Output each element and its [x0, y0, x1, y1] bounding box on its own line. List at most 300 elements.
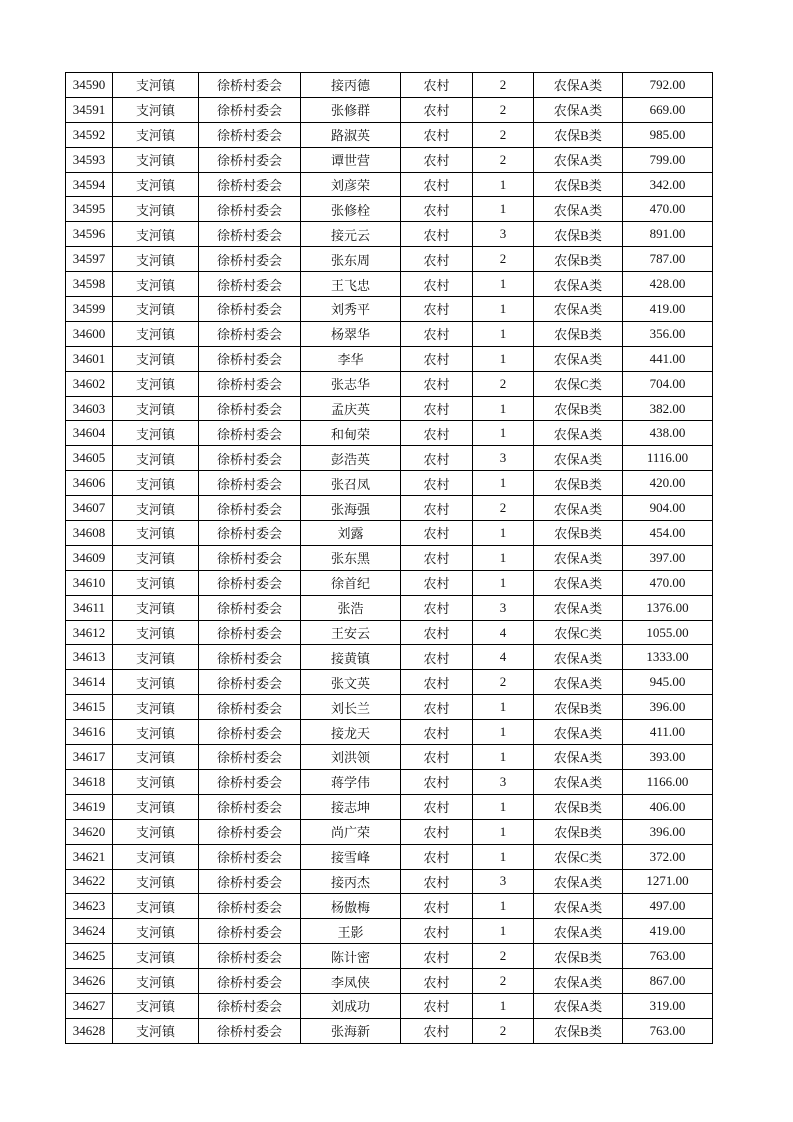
cell-category: 农保B类	[534, 944, 623, 969]
cell-village: 徐桥村委会	[199, 521, 301, 546]
cell-name: 刘秀平	[301, 297, 401, 322]
cell-village: 徐桥村委会	[199, 272, 301, 297]
cell-id: 34617	[66, 745, 113, 770]
cell-residence: 农村	[401, 869, 473, 894]
cell-amount: 419.00	[623, 919, 713, 944]
cell-amount: 428.00	[623, 272, 713, 297]
cell-category: 农保A类	[534, 894, 623, 919]
cell-id: 34598	[66, 272, 113, 297]
cell-town: 支河镇	[113, 670, 199, 695]
table-row	[66, 247, 713, 272]
cell-village: 徐桥村委会	[199, 346, 301, 371]
cell-village: 徐桥村委会	[199, 919, 301, 944]
cell-amount: 497.00	[623, 894, 713, 919]
cell-residence: 农村	[401, 720, 473, 745]
cell-amount: 397.00	[623, 545, 713, 570]
cell-residence: 农村	[401, 496, 473, 521]
cell-category: 农保A类	[534, 421, 623, 446]
cell-village: 徐桥村委会	[199, 620, 301, 645]
cell-amount: 945.00	[623, 670, 713, 695]
cell-name: 接志坤	[301, 794, 401, 819]
table-row	[66, 545, 713, 570]
cell-category: 农保A类	[534, 720, 623, 745]
cell-village: 徐桥村委会	[199, 421, 301, 446]
cell-category: 农保A类	[534, 993, 623, 1018]
cell-amount: 420.00	[623, 471, 713, 496]
cell-town: 支河镇	[113, 147, 199, 172]
cell-residence: 农村	[401, 446, 473, 471]
cell-name: 徐首纪	[301, 570, 401, 595]
cell-residence: 农村	[401, 172, 473, 197]
cell-amount: 1376.00	[623, 595, 713, 620]
cell-town: 支河镇	[113, 894, 199, 919]
table-row	[66, 570, 713, 595]
cell-amount: 1055.00	[623, 620, 713, 645]
cell-count: 1	[473, 844, 534, 869]
cell-name: 刘露	[301, 521, 401, 546]
cell-name: 刘彦荣	[301, 172, 401, 197]
cell-village: 徐桥村委会	[199, 570, 301, 595]
cell-residence: 农村	[401, 545, 473, 570]
cell-amount: 411.00	[623, 720, 713, 745]
cell-category: 农保A类	[534, 346, 623, 371]
cell-count: 1	[473, 919, 534, 944]
cell-name: 刘成功	[301, 993, 401, 1018]
cell-category: 农保A类	[534, 919, 623, 944]
cell-amount: 867.00	[623, 969, 713, 994]
cell-name: 王安云	[301, 620, 401, 645]
cell-amount: 393.00	[623, 745, 713, 770]
table-row	[66, 421, 713, 446]
cell-category: 农保A类	[534, 670, 623, 695]
table-row	[66, 521, 713, 546]
cell-residence: 农村	[401, 595, 473, 620]
cell-id: 34606	[66, 471, 113, 496]
cell-amount: 799.00	[623, 147, 713, 172]
cell-residence: 农村	[401, 371, 473, 396]
cell-id: 34609	[66, 545, 113, 570]
cell-village: 徐桥村委会	[199, 97, 301, 122]
cell-town: 支河镇	[113, 346, 199, 371]
cell-amount: 763.00	[623, 1018, 713, 1043]
cell-village: 徐桥村委会	[199, 894, 301, 919]
table-row	[66, 769, 713, 794]
cell-village: 徐桥村委会	[199, 197, 301, 222]
cell-amount: 470.00	[623, 570, 713, 595]
cell-name: 李凤侠	[301, 969, 401, 994]
cell-town: 支河镇	[113, 421, 199, 446]
cell-residence: 农村	[401, 247, 473, 272]
cell-count: 1	[473, 321, 534, 346]
cell-village: 徐桥村委会	[199, 969, 301, 994]
record-table	[65, 72, 713, 1044]
table-row	[66, 844, 713, 869]
cell-amount: 342.00	[623, 172, 713, 197]
cell-amount: 763.00	[623, 944, 713, 969]
cell-name: 李华	[301, 346, 401, 371]
cell-village: 徐桥村委会	[199, 819, 301, 844]
cell-count: 2	[473, 97, 534, 122]
table-row	[66, 346, 713, 371]
cell-name: 张修栓	[301, 197, 401, 222]
cell-residence: 农村	[401, 222, 473, 247]
cell-category: 农保A类	[534, 545, 623, 570]
cell-residence: 农村	[401, 819, 473, 844]
cell-village: 徐桥村委会	[199, 396, 301, 421]
cell-village: 徐桥村委会	[199, 695, 301, 720]
table-row	[66, 993, 713, 1018]
cell-village: 徐桥村委会	[199, 471, 301, 496]
cell-amount: 1271.00	[623, 869, 713, 894]
cell-town: 支河镇	[113, 595, 199, 620]
cell-category: 农保A类	[534, 272, 623, 297]
cell-count: 1	[473, 745, 534, 770]
cell-amount: 1116.00	[623, 446, 713, 471]
cell-amount: 792.00	[623, 73, 713, 98]
cell-category: 农保A类	[534, 73, 623, 98]
cell-residence: 农村	[401, 695, 473, 720]
cell-residence: 农村	[401, 645, 473, 670]
cell-town: 支河镇	[113, 172, 199, 197]
cell-count: 1	[473, 819, 534, 844]
cell-village: 徐桥村委会	[199, 720, 301, 745]
table-row	[66, 894, 713, 919]
cell-id: 34605	[66, 446, 113, 471]
cell-village: 徐桥村委会	[199, 869, 301, 894]
cell-amount: 1333.00	[623, 645, 713, 670]
cell-residence: 农村	[401, 944, 473, 969]
cell-village: 徐桥村委会	[199, 794, 301, 819]
cell-category: 农保B类	[534, 695, 623, 720]
cell-id: 34599	[66, 297, 113, 322]
cell-id: 34603	[66, 396, 113, 421]
cell-count: 2	[473, 1018, 534, 1043]
cell-village: 徐桥村委会	[199, 73, 301, 98]
cell-count: 1	[473, 396, 534, 421]
cell-name: 谭世营	[301, 147, 401, 172]
cell-village: 徐桥村委会	[199, 222, 301, 247]
cell-town: 支河镇	[113, 695, 199, 720]
cell-residence: 农村	[401, 297, 473, 322]
cell-village: 徐桥村委会	[199, 496, 301, 521]
cell-village: 徐桥村委会	[199, 446, 301, 471]
cell-amount: 356.00	[623, 321, 713, 346]
cell-town: 支河镇	[113, 496, 199, 521]
table-row	[66, 595, 713, 620]
cell-count: 3	[473, 446, 534, 471]
cell-village: 徐桥村委会	[199, 172, 301, 197]
cell-id: 34619	[66, 794, 113, 819]
cell-count: 4	[473, 645, 534, 670]
cell-town: 支河镇	[113, 794, 199, 819]
cell-village: 徐桥村委会	[199, 297, 301, 322]
cell-name: 刘洪领	[301, 745, 401, 770]
cell-town: 支河镇	[113, 570, 199, 595]
cell-id: 34624	[66, 919, 113, 944]
cell-count: 2	[473, 247, 534, 272]
cell-id: 34623	[66, 894, 113, 919]
cell-village: 徐桥村委会	[199, 769, 301, 794]
cell-count: 3	[473, 595, 534, 620]
table-row	[66, 172, 713, 197]
cell-id: 34628	[66, 1018, 113, 1043]
cell-category: 农保B类	[534, 222, 623, 247]
cell-town: 支河镇	[113, 745, 199, 770]
cell-name: 张海新	[301, 1018, 401, 1043]
cell-town: 支河镇	[113, 321, 199, 346]
cell-count: 1	[473, 521, 534, 546]
cell-town: 支河镇	[113, 97, 199, 122]
cell-residence: 农村	[401, 272, 473, 297]
cell-residence: 农村	[401, 794, 473, 819]
cell-count: 1	[473, 272, 534, 297]
cell-village: 徐桥村委会	[199, 371, 301, 396]
table-row	[66, 1018, 713, 1043]
table-row	[66, 919, 713, 944]
cell-amount: 787.00	[623, 247, 713, 272]
table-row	[66, 297, 713, 322]
cell-town: 支河镇	[113, 396, 199, 421]
cell-name: 张志华	[301, 371, 401, 396]
cell-town: 支河镇	[113, 969, 199, 994]
cell-town: 支河镇	[113, 819, 199, 844]
table-row	[66, 819, 713, 844]
cell-town: 支河镇	[113, 844, 199, 869]
cell-count: 2	[473, 73, 534, 98]
cell-town: 支河镇	[113, 73, 199, 98]
cell-category: 农保A类	[534, 969, 623, 994]
cell-village: 徐桥村委会	[199, 545, 301, 570]
cell-residence: 农村	[401, 769, 473, 794]
cell-id: 34592	[66, 122, 113, 147]
table-row	[66, 496, 713, 521]
cell-residence: 农村	[401, 969, 473, 994]
cell-village: 徐桥村委会	[199, 247, 301, 272]
cell-town: 支河镇	[113, 720, 199, 745]
table-row	[66, 645, 713, 670]
cell-count: 1	[473, 794, 534, 819]
cell-town: 支河镇	[113, 1018, 199, 1043]
cell-amount: 985.00	[623, 122, 713, 147]
cell-id: 34594	[66, 172, 113, 197]
cell-category: 农保B类	[534, 247, 623, 272]
cell-amount: 470.00	[623, 197, 713, 222]
cell-category: 农保A类	[534, 769, 623, 794]
cell-category: 农保B类	[534, 471, 623, 496]
cell-count: 1	[473, 545, 534, 570]
cell-id: 34607	[66, 496, 113, 521]
cell-category: 农保B类	[534, 122, 623, 147]
cell-town: 支河镇	[113, 371, 199, 396]
cell-amount: 406.00	[623, 794, 713, 819]
cell-id: 34613	[66, 645, 113, 670]
table-row	[66, 396, 713, 421]
cell-id: 34595	[66, 197, 113, 222]
cell-amount: 319.00	[623, 993, 713, 1018]
cell-count: 3	[473, 869, 534, 894]
cell-count: 1	[473, 197, 534, 222]
cell-count: 4	[473, 620, 534, 645]
cell-id: 34621	[66, 844, 113, 869]
cell-amount: 454.00	[623, 521, 713, 546]
cell-amount: 669.00	[623, 97, 713, 122]
cell-id: 34593	[66, 147, 113, 172]
cell-category: 农保A类	[534, 745, 623, 770]
cell-id: 34616	[66, 720, 113, 745]
cell-village: 徐桥村委会	[199, 122, 301, 147]
cell-count: 1	[473, 993, 534, 1018]
cell-category: 农保A类	[534, 595, 623, 620]
cell-category: 农保B类	[534, 819, 623, 844]
cell-id: 34602	[66, 371, 113, 396]
cell-category: 农保A类	[534, 496, 623, 521]
cell-name: 孟庆英	[301, 396, 401, 421]
cell-count: 1	[473, 695, 534, 720]
cell-town: 支河镇	[113, 122, 199, 147]
cell-name: 王飞忠	[301, 272, 401, 297]
table-row	[66, 446, 713, 471]
cell-count: 1	[473, 894, 534, 919]
cell-category: 农保A类	[534, 197, 623, 222]
cell-category: 农保A类	[534, 869, 623, 894]
cell-residence: 农村	[401, 745, 473, 770]
table-row	[66, 745, 713, 770]
cell-count: 2	[473, 670, 534, 695]
cell-id: 34611	[66, 595, 113, 620]
cell-id: 34614	[66, 670, 113, 695]
cell-name: 蒋学伟	[301, 769, 401, 794]
cell-residence: 农村	[401, 919, 473, 944]
cell-amount: 441.00	[623, 346, 713, 371]
cell-category: 农保C类	[534, 371, 623, 396]
record-table-body	[66, 73, 713, 1044]
cell-residence: 农村	[401, 521, 473, 546]
cell-residence: 农村	[401, 197, 473, 222]
cell-category: 农保A类	[534, 97, 623, 122]
cell-town: 支河镇	[113, 272, 199, 297]
cell-town: 支河镇	[113, 919, 199, 944]
cell-town: 支河镇	[113, 446, 199, 471]
cell-id: 34590	[66, 73, 113, 98]
cell-count: 2	[473, 496, 534, 521]
cell-village: 徐桥村委会	[199, 321, 301, 346]
cell-residence: 农村	[401, 396, 473, 421]
cell-residence: 农村	[401, 421, 473, 446]
table-row	[66, 371, 713, 396]
cell-name: 接龙天	[301, 720, 401, 745]
cell-id: 34625	[66, 944, 113, 969]
cell-residence: 农村	[401, 73, 473, 98]
table-row	[66, 272, 713, 297]
cell-category: 农保B类	[534, 396, 623, 421]
cell-name: 杨翠华	[301, 321, 401, 346]
cell-residence: 农村	[401, 620, 473, 645]
cell-village: 徐桥村委会	[199, 645, 301, 670]
cell-category: 农保A类	[534, 446, 623, 471]
cell-town: 支河镇	[113, 247, 199, 272]
cell-town: 支河镇	[113, 645, 199, 670]
cell-id: 34604	[66, 421, 113, 446]
cell-town: 支河镇	[113, 944, 199, 969]
cell-name: 张修群	[301, 97, 401, 122]
cell-category: 农保C类	[534, 844, 623, 869]
cell-count: 1	[473, 297, 534, 322]
cell-count: 2	[473, 122, 534, 147]
cell-amount: 438.00	[623, 421, 713, 446]
table-row	[66, 720, 713, 745]
cell-town: 支河镇	[113, 222, 199, 247]
cell-category: 农保A类	[534, 570, 623, 595]
table-row	[66, 97, 713, 122]
table-row	[66, 73, 713, 98]
cell-name: 王影	[301, 919, 401, 944]
cell-count: 2	[473, 147, 534, 172]
cell-category: 农保B类	[534, 321, 623, 346]
cell-id: 34626	[66, 969, 113, 994]
cell-town: 支河镇	[113, 197, 199, 222]
cell-category: 农保B类	[534, 172, 623, 197]
table-row	[66, 670, 713, 695]
cell-id: 34618	[66, 769, 113, 794]
cell-residence: 农村	[401, 97, 473, 122]
cell-category: 农保C类	[534, 620, 623, 645]
cell-name: 张东黑	[301, 545, 401, 570]
cell-category: 农保B类	[534, 521, 623, 546]
cell-name: 接雪峰	[301, 844, 401, 869]
cell-id: 34612	[66, 620, 113, 645]
table-row	[66, 944, 713, 969]
cell-count: 1	[473, 346, 534, 371]
cell-id: 34597	[66, 247, 113, 272]
cell-residence: 农村	[401, 122, 473, 147]
cell-id: 34615	[66, 695, 113, 720]
cell-name: 路淑英	[301, 122, 401, 147]
cell-id: 34601	[66, 346, 113, 371]
cell-residence: 农村	[401, 894, 473, 919]
table-row	[66, 794, 713, 819]
cell-count: 1	[473, 570, 534, 595]
cell-name: 张海强	[301, 496, 401, 521]
cell-name: 接元云	[301, 222, 401, 247]
cell-amount: 419.00	[623, 297, 713, 322]
cell-name: 杨傲梅	[301, 894, 401, 919]
table-row	[66, 620, 713, 645]
cell-id: 34610	[66, 570, 113, 595]
cell-town: 支河镇	[113, 521, 199, 546]
cell-count: 2	[473, 371, 534, 396]
cell-residence: 农村	[401, 670, 473, 695]
table-row	[66, 122, 713, 147]
cell-category: 农保A类	[534, 645, 623, 670]
cell-village: 徐桥村委会	[199, 147, 301, 172]
cell-town: 支河镇	[113, 471, 199, 496]
cell-village: 徐桥村委会	[199, 1018, 301, 1043]
cell-village: 徐桥村委会	[199, 745, 301, 770]
cell-name: 接丙杰	[301, 869, 401, 894]
cell-count: 2	[473, 969, 534, 994]
cell-count: 1	[473, 720, 534, 745]
cell-amount: 704.00	[623, 371, 713, 396]
cell-amount: 1166.00	[623, 769, 713, 794]
cell-name: 张召凤	[301, 471, 401, 496]
cell-count: 1	[473, 421, 534, 446]
cell-town: 支河镇	[113, 993, 199, 1018]
cell-name: 彭浩英	[301, 446, 401, 471]
cell-category: 农保A类	[534, 147, 623, 172]
cell-residence: 农村	[401, 1018, 473, 1043]
cell-amount: 372.00	[623, 844, 713, 869]
cell-count: 1	[473, 471, 534, 496]
